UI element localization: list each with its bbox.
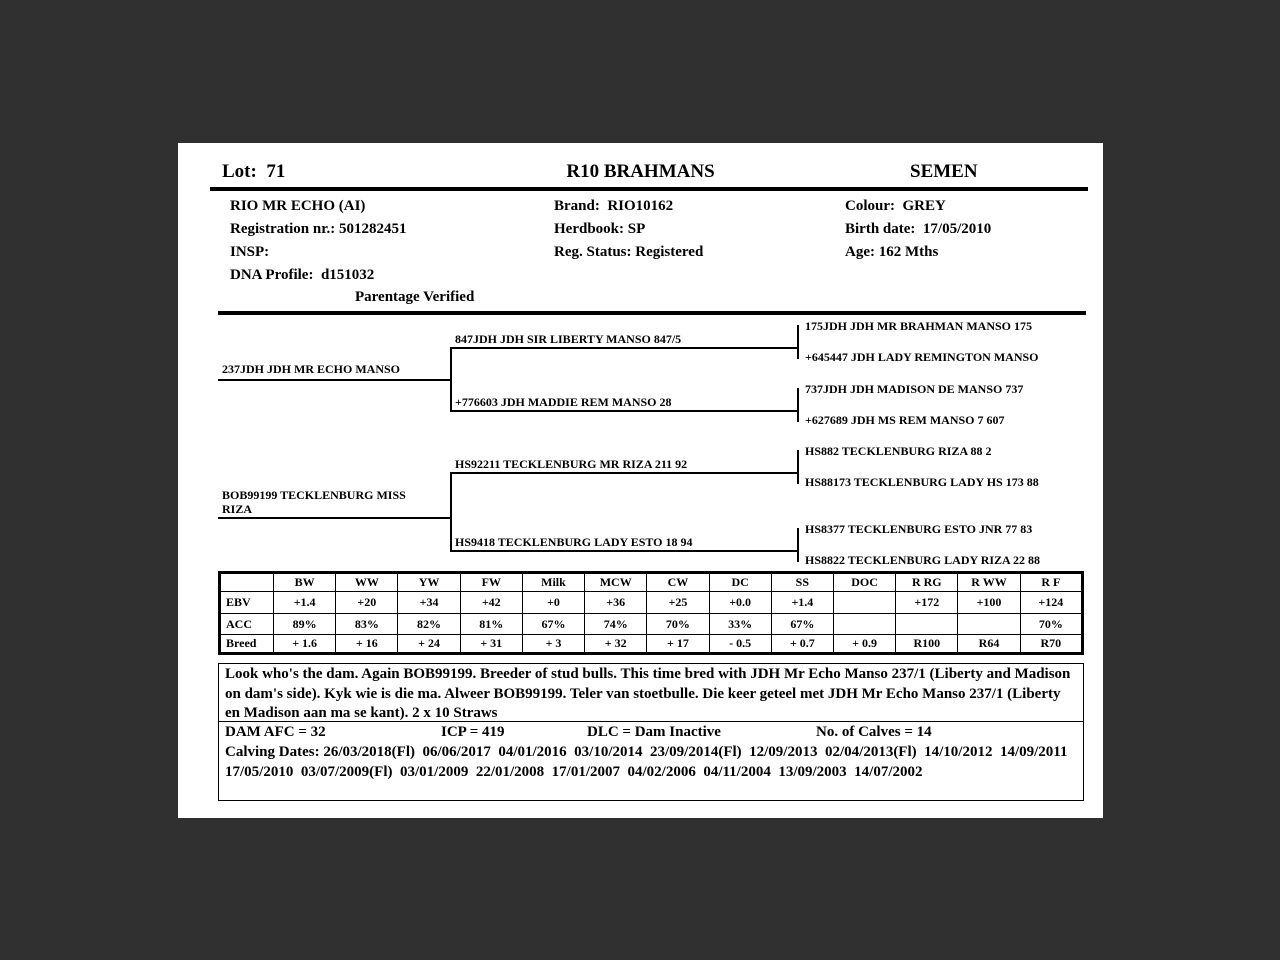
catalog-page (178, 143, 1103, 818)
reg-status-field: Reg. Status: Registered (554, 244, 704, 260)
cell: 81% (460, 614, 522, 635)
registration-number: Registration nr.: 501282451 (230, 221, 407, 237)
pedigree-connector (797, 528, 799, 562)
dam-dlc: DLC = Dam Inactive (587, 724, 721, 740)
cell: DC (709, 573, 771, 592)
cell: FW (460, 573, 522, 592)
details-col-1 (230, 195, 407, 287)
cell: +25 (647, 592, 709, 614)
pedigree-line (218, 517, 450, 519)
table-header-row (220, 573, 1083, 592)
cell: R F (1020, 573, 1082, 592)
details-col-2 (554, 195, 703, 264)
cell: BW (274, 573, 336, 592)
cell: +42 (460, 592, 522, 614)
cell: - 0.5 (709, 635, 771, 654)
pedigree-line (450, 347, 797, 349)
cell (220, 573, 274, 592)
cell (958, 614, 1020, 635)
insp-field: INSP: (230, 244, 270, 260)
birth-date-field: Birth date: 17/05/2010 (845, 221, 992, 237)
pedigree-line (218, 379, 450, 381)
pedigree-gen3-entry: 737JDH JDH MADISON DE MANSO 737 (805, 382, 1024, 396)
category-label: SEMEN (910, 161, 978, 182)
cell: + 0.7 (771, 635, 833, 654)
cell: R100 (896, 635, 958, 654)
cell: ACC (220, 614, 274, 635)
acc-row (220, 614, 1083, 635)
dam-afc: DAM AFC = 32 (225, 724, 326, 740)
cell: +20 (336, 592, 398, 614)
pedigree-sire-sire: 847JDH JDH SIR LIBERTY MANSO 847/5 (455, 332, 682, 346)
cell (833, 614, 895, 635)
cell: R RG (896, 573, 958, 592)
brand-field: Brand: RIO10162 (554, 198, 674, 214)
cell: + 0.9 (833, 635, 895, 654)
cell: + 24 (398, 635, 460, 654)
cell: MCW (585, 573, 647, 592)
pedigree-sire: 237JDH JDH MR ECHO MANSO (222, 362, 400, 376)
pedigree-gen3-entry: HS8377 TECKLENBURG ESTO JNR 77 83 (805, 522, 1033, 536)
cell: R WW (958, 573, 1020, 592)
parentage-status: Parentage Verified (355, 289, 475, 305)
cell: + 17 (647, 635, 709, 654)
pedigree-gen3-entry: +645447 JDH LADY REMINGTON MANSO (805, 350, 1039, 364)
pedigree-sire-dam: +776603 JDH MADDIE REM MANSO 28 (455, 395, 672, 409)
cell: 83% (336, 614, 398, 635)
age-field: Age: 162 Mths (845, 244, 939, 260)
cell: 70% (647, 614, 709, 635)
cell: +172 (896, 592, 958, 614)
pedigree-dam: BOB99199 TECKLENBURG MISS RIZA (222, 488, 406, 516)
pedigree-connector (797, 388, 799, 422)
cell: 67% (522, 614, 584, 635)
cell: + 3 (522, 635, 584, 654)
herdbook-field: Herdbook: SP (554, 221, 646, 237)
dna-profile: DNA Profile: d151032 (230, 267, 375, 283)
details-col-3 (845, 195, 991, 264)
pedigree-gen3-entry: +627689 JDH MS REM MANSO 7 607 (805, 413, 1005, 427)
cell: CW (647, 573, 709, 592)
cell: +124 (1020, 592, 1082, 614)
colour-field: Colour: GREY (845, 198, 946, 214)
pedigree-gen3-entry: 175JDH JDH MR BRAHMAN MANSO 175 (805, 319, 1032, 333)
cell: + 32 (585, 635, 647, 654)
cell: Breed (220, 635, 274, 654)
breed-row (220, 635, 1083, 654)
cell: 74% (585, 614, 647, 635)
ebv-row (220, 592, 1083, 614)
dam-icp: ICP = 419 (441, 724, 505, 740)
double-rule-top (210, 187, 1088, 191)
cell: +34 (398, 592, 460, 614)
cell: +1.4 (274, 592, 336, 614)
cell: YW (398, 573, 460, 592)
cell: + 31 (460, 635, 522, 654)
pedigree-dam-sire: HS92211 TECKLENBURG MR RIZA 211 92 (455, 457, 688, 471)
lot-number: Lot: 71 (222, 161, 286, 182)
dam-calf-count: No. of Calves = 14 (816, 724, 932, 740)
cell: Milk (522, 573, 584, 592)
pedigree-line (450, 410, 797, 412)
cell: +1.4 (771, 592, 833, 614)
pedigree-connector (450, 472, 452, 552)
cell: +100 (958, 592, 1020, 614)
cell: 89% (274, 614, 336, 635)
cell (896, 614, 958, 635)
cell: + 16 (336, 635, 398, 654)
cell: 67% (771, 614, 833, 635)
pedigree-connector (797, 450, 799, 484)
pedigree-gen3-entry: HS88173 TECKLENBURG LADY HS 173 88 (805, 475, 1039, 489)
cell: +36 (585, 592, 647, 614)
pedigree-dam-dam: HS9418 TECKLENBURG LADY ESTO 18 94 (455, 535, 693, 549)
animal-name: RIO MR ECHO (AI) (230, 198, 366, 214)
cell: 70% (1020, 614, 1082, 635)
pedigree-connector (797, 325, 799, 359)
cell: EBV (220, 592, 274, 614)
lot-notes: Look who's the dam. Again BOB99199. Breeder of stud bulls. This time bred with JDH Mr Echo Manso 237/1 (Liberty and Madison on dam's side). Kyk wie is die ma. Alweer BOB99199. Teler van stoetbulle. Die keer geteel met JDH Mr Echo Manso 237/1 (Liberty en Madison aan ma se kant). 2 x 10 Straws (218, 663, 1084, 722)
pedigree-line (450, 550, 797, 552)
pedigree-line (450, 472, 797, 474)
cell: DOC (833, 573, 895, 592)
cell (833, 592, 895, 614)
cell: WW (336, 573, 398, 592)
cell: 33% (709, 614, 771, 635)
calving-dates: Calving Dates: 26/03/2018(Fl) 06/06/2017 04/01/2016 03/10/2014 23/09/2014(Fl) 12/09/2013 02/04/2013(Fl) 14/10/2012 14/09/2011 17/05/2010 03/07/2009(Fl) 03/01/2009 22/01/2008 17/01/2007 04/02/2006 04/11/2004 13/09/2003 14/07/2002 (225, 744, 1075, 780)
pedigree-connector (450, 347, 452, 412)
cell: SS (771, 573, 833, 592)
page-title: R10 BRAHMANS (566, 161, 715, 182)
double-rule-mid (218, 311, 1086, 315)
cell: 82% (398, 614, 460, 635)
cell: +0 (522, 592, 584, 614)
dam-info-box (218, 722, 1084, 801)
cell: + 1.6 (274, 635, 336, 654)
pedigree-gen3-entry: HS882 TECKLENBURG RIZA 88 2 (805, 444, 992, 458)
ebv-table (218, 571, 1084, 655)
cell: R70 (1020, 635, 1082, 654)
cell: +0.0 (709, 592, 771, 614)
cell: R64 (958, 635, 1020, 654)
pedigree-gen3-entry: HS8822 TECKLENBURG LADY RIZA 22 88 (805, 553, 1041, 567)
